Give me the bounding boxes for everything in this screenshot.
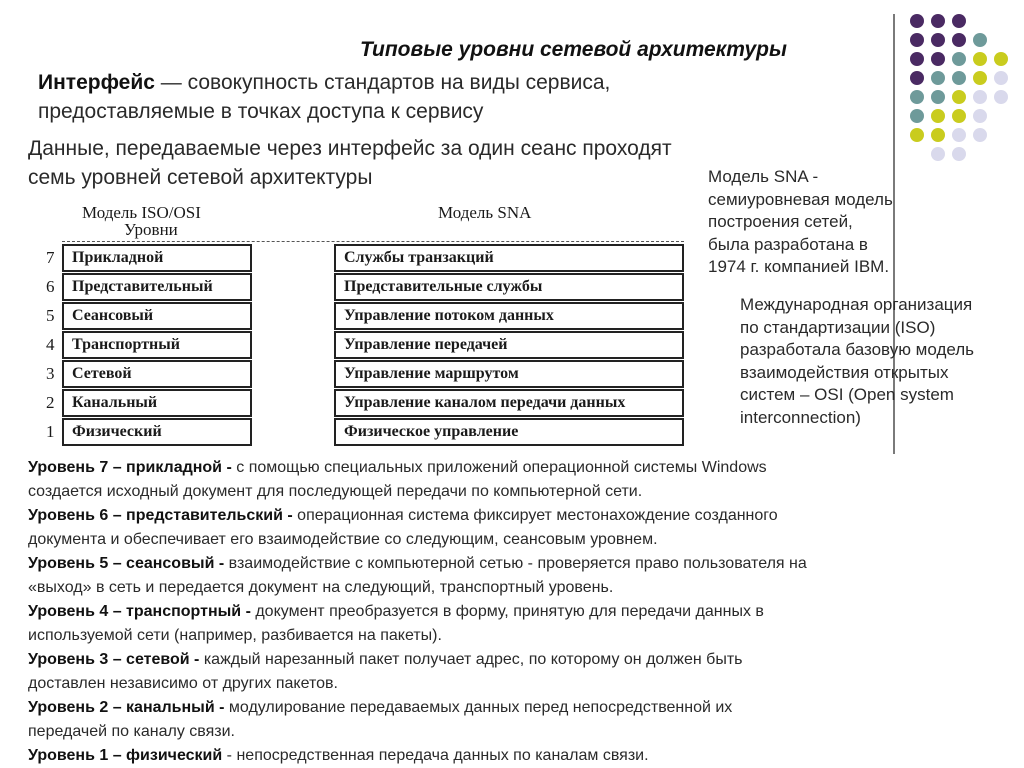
dot	[910, 52, 924, 66]
level-text: операционная система фиксирует местонахождение созданного	[292, 507, 778, 524]
level-heading: Уровень 7 – прикладной -	[28, 459, 232, 476]
sna-layer-box: Физическое управление	[334, 418, 684, 446]
sna-layer-box: Управление потоком данных	[334, 302, 684, 330]
sna-model-header: Модель SNA	[438, 203, 532, 222]
level-number: 4	[46, 335, 55, 354]
level-text-continuation: документа и обеспечивает его взаимодействие со следующим, сеансовым уровнем.	[28, 531, 658, 548]
iso-organization-note	[740, 294, 974, 429]
note-line: построения сетей,	[708, 212, 853, 231]
level-number: 2	[46, 393, 55, 412]
level-text: взаимодействие с компьютерной сетью - проверяется право пользователя на	[224, 555, 807, 572]
interface-definition-line1: — совокупность стандартов на виды сервиса,	[154, 71, 611, 94]
data-statement	[28, 134, 672, 192]
level-text: модулирование передаваемых данных перед непосредственной их	[224, 699, 733, 716]
note-line: Модель SNA -	[708, 167, 819, 186]
level-heading: Уровень 5 – сеансовый -	[28, 555, 225, 572]
level-number: 7	[46, 248, 55, 267]
dot	[910, 109, 924, 123]
dot	[994, 71, 1008, 85]
level-text-continuation: используемой сети (например, разбивается на пакеты).	[28, 627, 442, 644]
level-number: 6	[46, 277, 55, 296]
level-description	[28, 552, 1018, 576]
dot	[973, 33, 987, 47]
level-description	[28, 504, 1018, 528]
data-statement-line2: семь уровней сетевой архитектуры	[28, 166, 373, 189]
interface-definition	[38, 68, 610, 126]
dot	[973, 109, 987, 123]
level-heading: Уровень 6 – представительский -	[28, 507, 293, 524]
level-text: каждый нарезанный пакет получает адрес, по которому он должен быть	[199, 651, 743, 668]
sna-layer-box: Службы транзакций	[334, 244, 684, 272]
dot	[973, 52, 987, 66]
dot	[910, 90, 924, 104]
level-description	[28, 648, 1018, 672]
dot	[973, 128, 987, 142]
dot	[910, 128, 924, 142]
osi-layer-box: Физический	[62, 418, 252, 446]
sna-layer-box: Представительные службы	[334, 273, 684, 301]
level-heading: Уровень 4 – транспортный -	[28, 603, 251, 620]
level-description	[28, 600, 1018, 624]
dot	[994, 90, 1008, 104]
level-number: 1	[46, 422, 55, 441]
dot	[952, 33, 966, 47]
dot	[973, 71, 987, 85]
level-text-continuation: создается исходный документ для последующей передачи по компьютерной сети.	[28, 483, 643, 500]
level-text-continuation: передачей по каналу связи.	[28, 723, 235, 740]
dot	[910, 71, 924, 85]
header-dashed-rule	[62, 241, 684, 242]
interface-term: Интерфейс	[38, 71, 155, 94]
level-description	[28, 696, 1018, 720]
dot	[931, 90, 945, 104]
note-line: семиуровневая модель	[708, 189, 893, 209]
level-text: - непосредственная передача данных по каналам связи.	[222, 747, 649, 764]
note-line: взаимодействия открытых	[740, 362, 949, 382]
dot	[931, 147, 945, 161]
dot	[952, 52, 966, 66]
osi-layer-box: Прикладной	[62, 244, 252, 272]
note-line: была разработана в	[708, 234, 868, 254]
osi-levels-subheader: Уровни	[124, 220, 178, 239]
note-line: разработала базовую модель	[740, 340, 975, 359]
osi-layer-box: Транспортный	[62, 331, 252, 359]
dot	[952, 14, 966, 28]
level-description	[28, 744, 1018, 768]
dot	[952, 90, 966, 104]
note-line: interconnection)	[740, 407, 861, 427]
sna-layer-box: Управление маршрутом	[334, 360, 684, 388]
level-number: 5	[46, 306, 55, 325]
sna-model-note	[708, 166, 893, 279]
dot	[952, 109, 966, 123]
interface-definition-line2: предоставляемые в точках доступа к сервису	[38, 100, 484, 123]
level-heading: Уровень 2 – канальный -	[28, 699, 225, 716]
sna-layer-box: Управление передачей	[334, 331, 684, 359]
dot	[910, 14, 924, 28]
dot	[973, 90, 987, 104]
level-text-continuation: доставлен независимо от других пакетов.	[28, 675, 338, 692]
level-number: 3	[46, 364, 55, 383]
dot	[910, 33, 924, 47]
dot	[952, 128, 966, 142]
note-line: по стандартизации (ISO)	[740, 317, 936, 337]
osi-layer-box: Сетевой	[62, 360, 252, 388]
note-line: 1974 г. компанией IBM.	[708, 257, 890, 276]
note-line: систем – OSI (Open system	[740, 385, 954, 404]
note-line: Международная организация	[740, 295, 973, 314]
data-statement-line1: Данные, передаваемые через интерфейс за один сеанс проходят	[28, 137, 672, 160]
dot	[952, 147, 966, 161]
osi-model-header: Модель ISO/OSI	[82, 203, 201, 222]
dot	[931, 109, 945, 123]
osi-layer-box: Канальный	[62, 389, 252, 417]
sna-layer-box: Управление каналом передачи данных	[334, 389, 684, 417]
level-text: документ преобразуется в форму, принятую для передачи данных в	[250, 603, 764, 620]
level-text-continuation: «выход» в сеть и передается документ на следующий, транспортный уровень.	[28, 579, 614, 596]
level-heading: Уровень 3 – сетевой -	[28, 651, 200, 668]
osi-layer-box: Сеансовый	[62, 302, 252, 330]
slide-title: Типовые уровни сетевой архитектуры	[360, 38, 787, 61]
level-description	[28, 456, 1018, 480]
dot	[931, 33, 945, 47]
dot	[931, 14, 945, 28]
dot	[994, 52, 1008, 66]
dot	[931, 128, 945, 142]
dot	[931, 71, 945, 85]
level-descriptions	[28, 456, 1018, 768]
level-text: с помощью специальных приложений операционной системы Windows	[231, 459, 767, 476]
osi-layer-box: Представительный	[62, 273, 252, 301]
dot	[931, 52, 945, 66]
dot	[952, 71, 966, 85]
level-heading: Уровень 1 – физический	[28, 747, 223, 764]
